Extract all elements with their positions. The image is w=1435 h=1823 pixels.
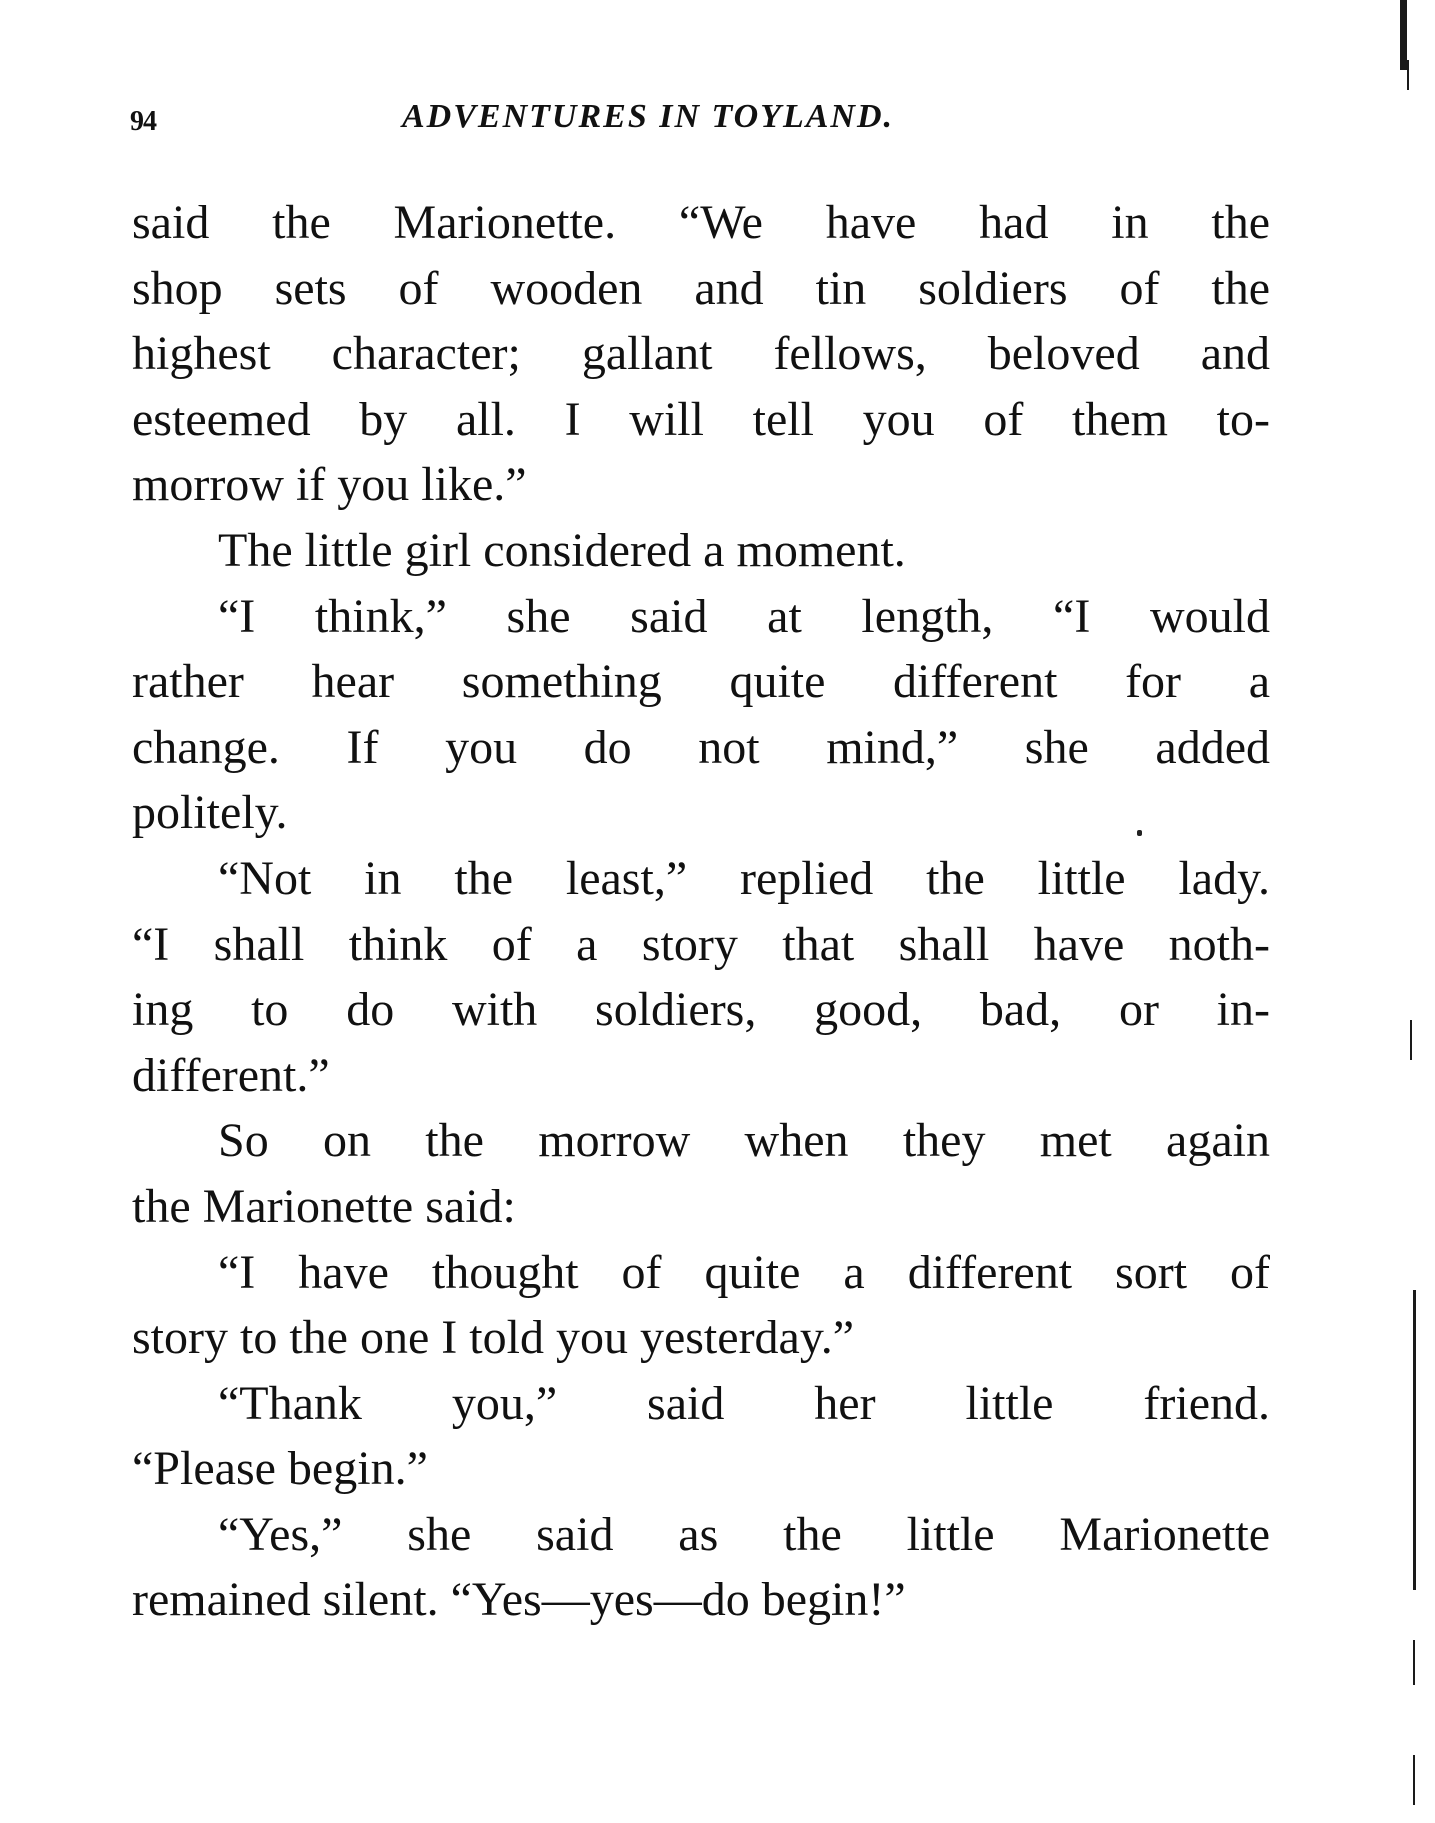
text-line: “Yes,” she said as the little Marionette bbox=[218, 1507, 1270, 1561]
text-line: “Thank you,” said her little friend. bbox=[218, 1376, 1270, 1430]
body-text bbox=[132, 190, 1270, 1633]
text-line: different.” bbox=[132, 1048, 330, 1102]
text-line: change. If you do not mind,” she added bbox=[132, 720, 1270, 774]
page-edge-mark bbox=[1413, 1290, 1416, 1590]
text-line: morrow if you like.” bbox=[132, 458, 527, 512]
text-line: ing to do with soldiers, good, bad, or in- bbox=[132, 983, 1270, 1037]
text-line: “Not in the least,” replied the little lady. bbox=[218, 851, 1270, 905]
text-line: the Marionette said: bbox=[132, 1179, 516, 1233]
text-line: “I shall think of a story that shall have noth- bbox=[132, 917, 1270, 971]
page-number: 94 bbox=[130, 106, 156, 137]
text-line: remained silent. “Yes—yes—do begin!” bbox=[132, 1573, 906, 1627]
text-line: politely. bbox=[132, 786, 288, 840]
page-edge-mark bbox=[1413, 1755, 1415, 1805]
text-line: “I have thought of quite a different sort of bbox=[218, 1245, 1270, 1299]
page-header bbox=[130, 98, 1030, 148]
page-edge-mark bbox=[1413, 1640, 1415, 1685]
text-line: rather hear something quite different for a bbox=[132, 655, 1270, 709]
text-line: “I think,” she said at length, “I would bbox=[218, 589, 1270, 643]
running-title: ADVENTURES IN TOYLAND. bbox=[402, 98, 895, 135]
text-line: highest character; gallant fellows, beloved and bbox=[132, 327, 1270, 381]
page-edge-mark bbox=[1407, 60, 1409, 90]
page-edge-mark bbox=[1410, 1020, 1412, 1060]
text-line: So on the morrow when they met again bbox=[218, 1114, 1270, 1168]
text-line: said the Marionette. “We have had in the bbox=[132, 196, 1270, 249]
text-line: shop sets of wooden and tin soldiers of the bbox=[132, 261, 1270, 315]
scan-speck bbox=[1137, 830, 1142, 836]
page-edge-mark bbox=[1400, 0, 1407, 70]
text-line: “Please begin.” bbox=[132, 1442, 428, 1496]
text-line: esteemed by all. I will tell you of them to- bbox=[132, 392, 1270, 446]
text-line: The little girl considered a moment. bbox=[218, 523, 906, 577]
text-line: story to the one I told you yesterday.” bbox=[132, 1311, 855, 1365]
